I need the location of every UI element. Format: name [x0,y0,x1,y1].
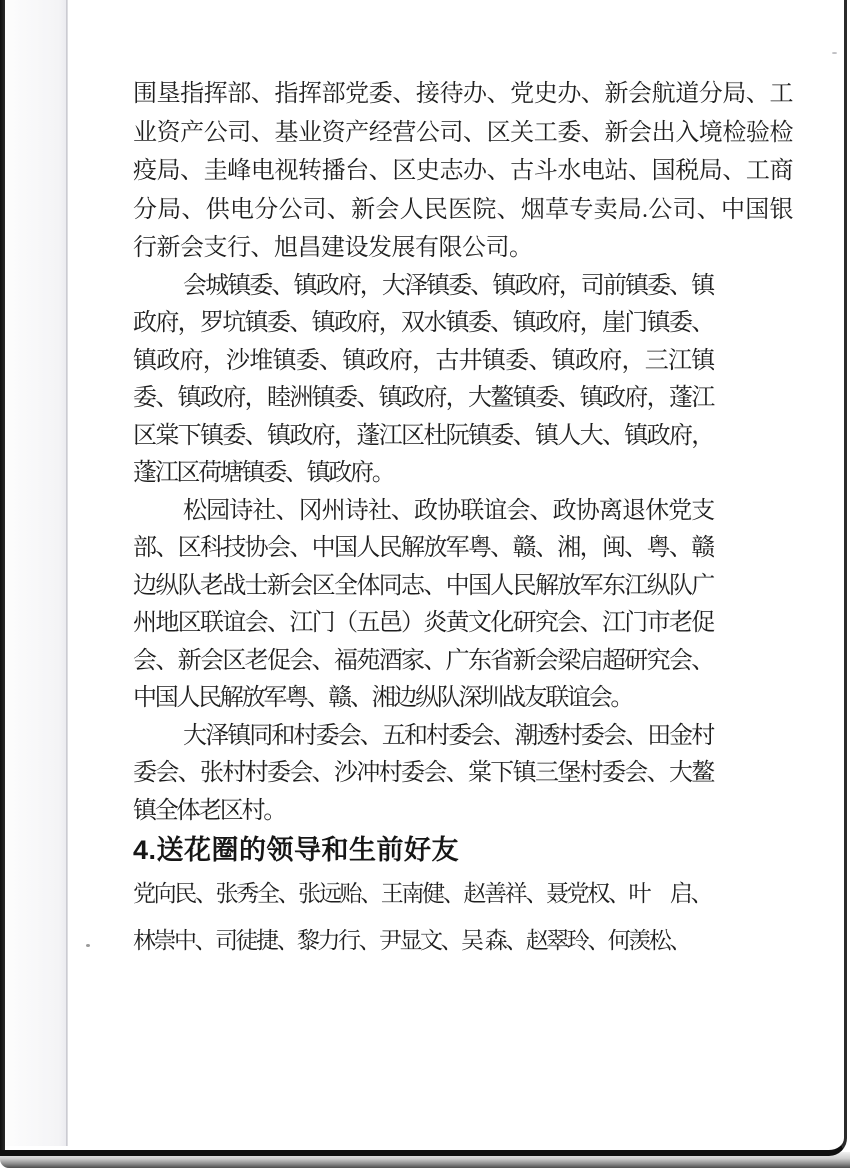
paragraph-village-committees: 大泽镇同和村委会、五和村委会、潮透村委会、田金村委会、张村村委会、沙冲村委会、棠下镇三堡村委会、大鳌镇全体老区村。 [133,722,713,824]
document-content [133,75,798,964]
paragraph-organizations: 围垦指挥部、指挥部党委、接待办、党史办、新会航道分局、工业资产公司、基业资产经营公司、区关工委、新会出入境检验检疫局、圭峰电视转播台、区史志办、古斗水电站、国税局、工商分局、供电分公司、新会人民医院、烟草专卖局.公司、中国银行新会支行、旭昌建设发展有限公司。 [133,81,793,261]
scan-edge-left [0,0,5,1150]
section-heading-wreath-senders: 4.送花圈的领导和生前好友 [133,835,460,865]
paragraph-names: 党向民、张秀全、张远贻、王南健、赵善祥、聂党权、叶 启、林崇中、司徒捷、黎力行、尹显文、吴 森、赵翠玲、何羡松、 [133,881,711,953]
paragraph-associations: 松园诗社、冈州诗社、政协联谊会、政协离退休党支部、区科技协会、中国人民解放军粤、赣、湘，闽、粤、赣边纵队老战士新会区全体同志、中国人民解放军东江纵队广州地区联谊会、江门（五邑）炎黄文化研究会、江门市老促会、新会区老促会、福苑酒家、广东省新会梁启超研究会、中国人民解放军粤、赣、湘边纵队深圳战友联谊会。 [133,497,713,711]
paragraph-town-committees: 会城镇委、镇政府，大泽镇委、镇政府，司前镇委、镇政府，罗坑镇委、镇政府，双水镇委、镇政府，崖门镇委、镇政府，沙堆镇委、镇政府，古井镇委、镇政府，三江镇委、镇政府，睦洲镇委、镇政府，大鳌镇委、镇政府，蓬江区棠下镇委、镇政府，蓬江区杜阮镇委、镇人大、镇政府，蓬江区荷塘镇委、镇政府。 [133,272,713,486]
